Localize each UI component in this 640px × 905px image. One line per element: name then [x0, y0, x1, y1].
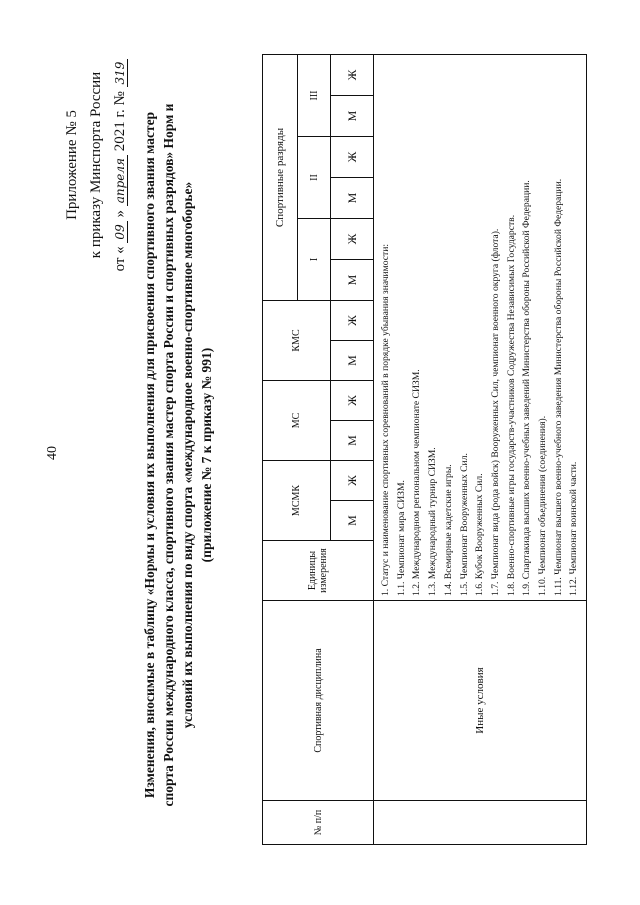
condition-item: 1.5. Чемпионат Вооруженных Сил. [458, 453, 470, 596]
condition-item: 1.11. Чемпионат высшего военно-учебного заведения Министерства обороны Российской Федерации. [552, 178, 564, 596]
header-rank3-zh: Ж [331, 54, 374, 95]
heading-line-4: (приложение № 7 к приказу № 991) [199, 347, 214, 563]
condition-item: 1.9. Спартакиада высших военно-учебных заведений Министерства обороны Российской Федерации. [521, 180, 533, 596]
norms-table [262, 54, 587, 845]
condition-item: 1. Статус и наименование спортивных соревнований в порядке убывания значимости: [380, 243, 391, 596]
condition-item: 1.7. Чемпионат вида (рода войск) Вооруженных Сил, чемпионат военного округа (флота). [489, 228, 501, 596]
appendix-date-line [108, 15, 132, 315]
header-kms-zh: Ж [331, 300, 374, 340]
date-prefix: от « [112, 246, 128, 272]
date-year: 2021 г. № [112, 91, 128, 152]
header-kms: КМС [263, 300, 331, 380]
appendix-title: Приложение № 5 [64, 110, 80, 220]
appendix-block [60, 15, 132, 315]
header-rank1-zh: Ж [331, 218, 374, 259]
header-rank3-m: М [331, 95, 374, 136]
page-number: 40 [45, 446, 60, 460]
conditions-cell [374, 54, 587, 600]
header-ms-zh: Ж [331, 381, 374, 421]
date-month: апреля [113, 155, 128, 206]
header-rank2-zh: Ж [331, 136, 374, 177]
row-num-cell [374, 801, 587, 845]
condition-item: 1.10. Чемпионат объединения (соединения). [537, 415, 549, 596]
header-ms: МС [263, 381, 331, 461]
table-row [374, 54, 587, 844]
heading-line-3: условий их выполнения по виду спорта «международное военно-спортивное многоборье» [180, 181, 195, 729]
header-num: № п/п [263, 801, 374, 845]
condition-item: 1.2. Международном региональном чемпионате СИЗМ. [411, 369, 423, 596]
condition-item: 1.12. Чемпионат воинской части. [568, 461, 580, 596]
header-rank-1: I [298, 218, 331, 300]
header-row-1 [263, 54, 298, 844]
heading-line-1: Изменения, вносимые в таблицу «Нормы и условия их выполнения для присвоения спортивного звания мастер [142, 111, 157, 799]
header-ranks: Спортивные разряды [263, 54, 298, 300]
condition-item: 1.4. Всемирные кадетские игры. [442, 464, 454, 596]
document-heading [140, 95, 216, 815]
date-mid: » [112, 210, 128, 218]
header-rank-2: II [298, 136, 331, 218]
header-ms-m: М [331, 421, 374, 461]
condition-item: 1.1. Чемпионат мира СИЗМ. [395, 480, 407, 596]
doc-number: 319 [113, 59, 128, 88]
header-rank1-m: М [331, 259, 374, 300]
heading-line-2: спорта России международного класса, спортивного звания мастер спорта России и спортивных разрядов» Норм и [161, 103, 176, 807]
header-units: Единицы измерения [263, 541, 374, 601]
header-discipline: Спортивная дисциплина [263, 601, 374, 801]
row-label-cell: Иные условия [374, 601, 587, 801]
header-rank-3: III [298, 54, 331, 136]
header-kms-m: М [331, 341, 374, 381]
header-rank2-m: М [331, 177, 374, 218]
date-day: 09 [113, 221, 128, 242]
header-msmk-m: М [331, 501, 374, 541]
header-msmk-zh: Ж [331, 461, 374, 501]
header-msmk: МСМК [263, 461, 331, 541]
condition-item: 1.8. Военно-спортивные игры государств-участников Содружества Независимых Государств. [505, 214, 517, 596]
condition-item: 1.6. Кубок Вооруженных Сил. [474, 473, 486, 596]
appendix-order-ref: к приказу Минспорта России [88, 71, 104, 259]
condition-item: 1.3. Международный турнир СИЗМ. [427, 447, 439, 596]
